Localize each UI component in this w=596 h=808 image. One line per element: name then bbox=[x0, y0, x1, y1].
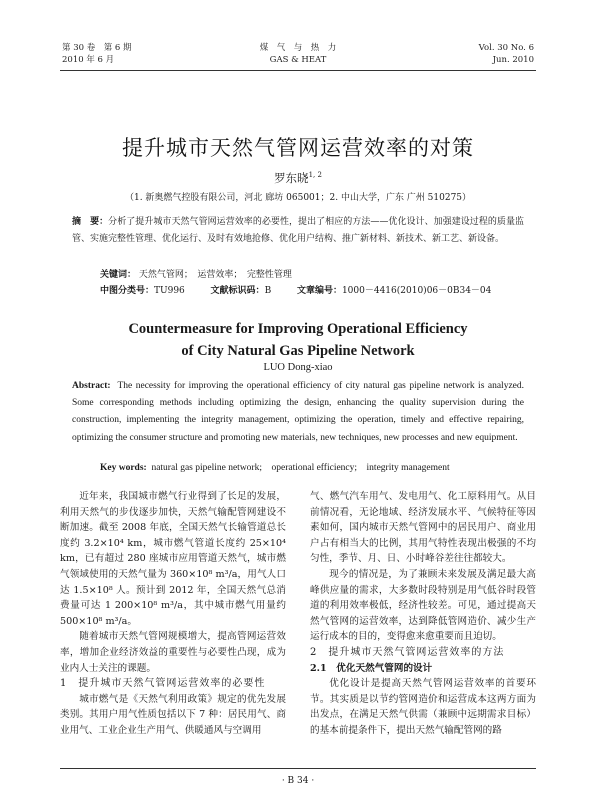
body-paragraph: 近年来，我国城市燃气行业得到了长足的发展，利用天然气的步伐逐步加快，天然气输配管网建设不断加速。截至 2008 年底，全国天然气长输管道总长度约 3.2×10⁴ km，城市燃气管道长度约 25×10⁴ km，已有超过 280 座城市应用管道天然气，城市燃气领域使用的天然气量为 360×10⁸ m³/a，用气人口达 1.5×10⁸ 人。预计到 2012 年，全国天然气总消费量可达 1 200×10⁸ m³/a，其中城市燃气用量约 500×10⁸ m³/a。 bbox=[60, 491, 286, 627]
date-en: Jun. 2010 bbox=[492, 55, 534, 65]
body-paragraph: 优化设计是提高天然气管网运营效率的首要环节。其实质是以节约管网造价和运营成本这两方面为出发点，在满足天然气供需（兼顾中远期需求目标）的基本前提条件下，提出天然气输配管网的路 bbox=[310, 678, 536, 736]
english-title-line2: of City Natural Gas Pipeline Network bbox=[181, 343, 415, 359]
section-heading: 1 提升城市天然气管网运营效率的必要性 bbox=[60, 678, 266, 690]
doc-code-value: B bbox=[264, 286, 272, 296]
abstract-text: 分析了提升城市天然气管网运营效率的必要性，提出了相应的方法——优化设计、加强建设过程的质量监管、实施完整性管理、优化运行、及时有效地抢修、优化用户结构、推广新材料、新技术、新工艺、新设备。 bbox=[72, 217, 524, 244]
page-number: · B 34 · bbox=[281, 776, 315, 786]
header-rule bbox=[60, 70, 536, 71]
journal-volume-en bbox=[479, 42, 534, 66]
journal-name-cn: 煤 气 与 热 力 bbox=[259, 43, 337, 53]
body-paragraph: 随着城市天然气管网规模增大，提高管网运营效率，增加企业经济效益的重要性与必要性凸现，成为业内人士关注的课题。 bbox=[60, 631, 286, 674]
author-name: 罗东晓 bbox=[274, 171, 309, 185]
abstract-cn bbox=[72, 214, 524, 248]
keywords-text: 天然气管网； 运营效率； 完整性管理 bbox=[138, 270, 292, 280]
body-paragraph: 城市燃气是《天然气利用政策》规定的优先发展类别。其用户用气性质包括以下 7 种：居民用气、商业用气、工业企业生产用气、供暖通风与空调用 bbox=[60, 693, 286, 736]
issue-date: 2010 年 6 月 bbox=[62, 55, 115, 65]
body-column-left bbox=[60, 489, 286, 739]
subsection-heading: 2.1 优化天然气管网的设计 bbox=[310, 662, 433, 674]
article-no-label: 文章编号： bbox=[296, 286, 342, 296]
keywords-en-label: Key words: bbox=[100, 463, 147, 473]
keywords-cn bbox=[100, 268, 292, 283]
clc-value: TU996 bbox=[154, 286, 185, 296]
author-cn bbox=[0, 170, 596, 186]
footer-rule bbox=[60, 768, 536, 769]
body-paragraph: 现今的情况是，为了兼顾未来发展及满足最大高峰供应量的需求，大多数时段特别是用气低谷时段管道的利用效率极低，经济性较差。可见，通过提高天然气管网的运营效率，达到降低管网造价、减少生产运行成本的目的，变得愈来愈重要而且迫切。 bbox=[310, 568, 536, 643]
abstract-en bbox=[72, 378, 524, 447]
abstract-label: 摘 要： bbox=[72, 217, 109, 227]
body-paragraph: 气、燃气汽车用气、发电用气、化工原料用气。从目前情况看，无论地域、经济发展水平、气候特征等因素如何，国内城市天然气管网中的居民用户、商业用户占有相当大的比例，其用气特性表现出极强的不均匀性，季节、月、日、小时峰谷差往往都较大。 bbox=[310, 491, 536, 565]
page-title: 提升城市天然气管网运营效率的对策 bbox=[122, 136, 474, 160]
keywords-label: 关键词： bbox=[100, 270, 137, 280]
author-en: LUO Dong-xiao bbox=[263, 362, 333, 373]
clc-label: 中图分类号： bbox=[100, 286, 155, 296]
english-title-line1: Countermeasure for Improving Operational Efficiency bbox=[128, 321, 468, 337]
classification-line bbox=[100, 284, 491, 299]
abstract-en-label: Abstract: bbox=[72, 381, 111, 391]
abstract-en-text: The necessity for improving the operational efficiency of city natural gas pipeline network is analyzed. Some corresponding methods including optimizing the design, enhancing the quality supervision during the construction, implementing the integrity management, optimizing the operation, timely and effective repairing, optimizing the consumer structure and promoting new materials, new techniques, new processes and new equipment. bbox=[72, 381, 524, 443]
doc-code-label: 文献标识码： bbox=[210, 286, 265, 296]
keywords-en bbox=[100, 459, 450, 473]
journal-name-en: GAS & HEAT bbox=[269, 55, 327, 65]
article-no-value: 1000－4416(2010)06－0B34－04 bbox=[341, 286, 492, 296]
section-heading: 2 提升城市天然气管网运营效率的方法 bbox=[310, 646, 505, 658]
author-affiliation-mark: 1, 2 bbox=[308, 171, 322, 180]
affiliation-cn: （1. 新奥燃气控股有限公司，河北 廊坊 065001；2. 中山大学，广东 广州 510275） bbox=[124, 193, 472, 203]
volume-en: Vol. 30 No. 6 bbox=[478, 43, 534, 53]
keywords-en-text: natural gas pipeline network; operational efficiency; integrity management bbox=[151, 463, 450, 473]
volume-issue: 第 30 卷 第 6 期 bbox=[62, 43, 132, 53]
body-column-right bbox=[310, 489, 536, 739]
